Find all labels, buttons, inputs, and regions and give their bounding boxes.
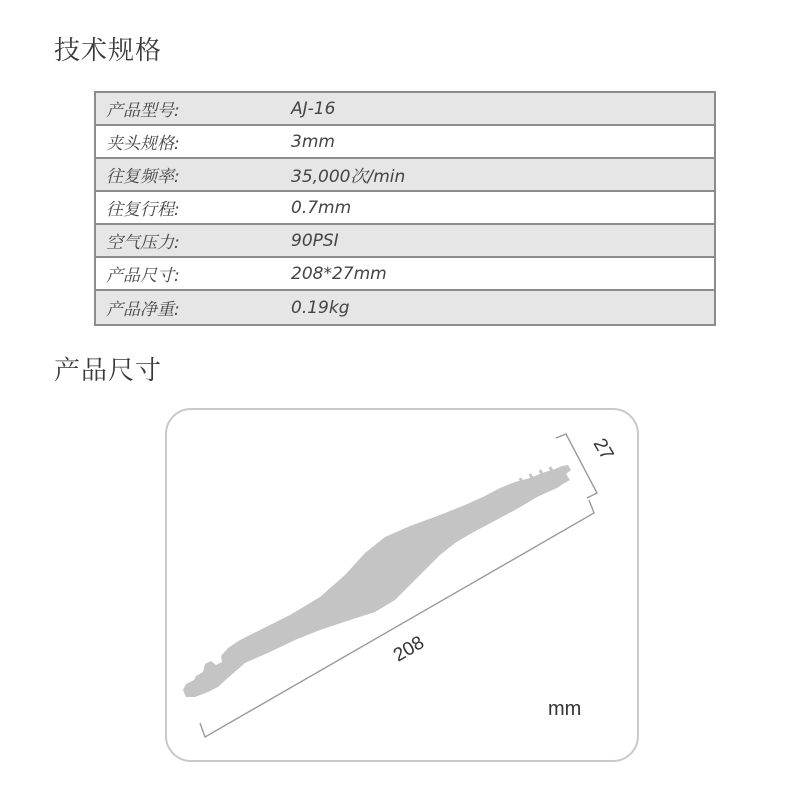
spec-label: 空气压力: [106, 233, 180, 253]
spec-label: 产品净重: [106, 300, 180, 320]
spec-label: 夹头规格: [106, 134, 180, 154]
spec-value: 0.19kg [291, 297, 350, 318]
spec-label: 往复频率: [106, 167, 180, 187]
spec-label: 产品型号: [106, 101, 180, 121]
width-label: 27 [588, 435, 618, 464]
spec-value: AJ-16 [291, 98, 336, 119]
spec-label: 产品尺寸: [106, 266, 180, 286]
tool-silhouette [183, 465, 571, 697]
spec-value: 0.7mm [291, 197, 352, 218]
spec-value: 35,000次/min [291, 167, 406, 187]
specs-heading: 技术规格 [54, 36, 163, 66]
spec-value: 3mm [291, 131, 335, 152]
spec-label: 往复行程: [106, 200, 180, 220]
size-heading: 产品尺寸 [54, 356, 163, 386]
spec-value: 90PSI [291, 230, 339, 251]
length-label: 208 [390, 632, 428, 667]
spec-value: 208*27mm [291, 263, 387, 284]
unit-label: mm [548, 698, 582, 720]
